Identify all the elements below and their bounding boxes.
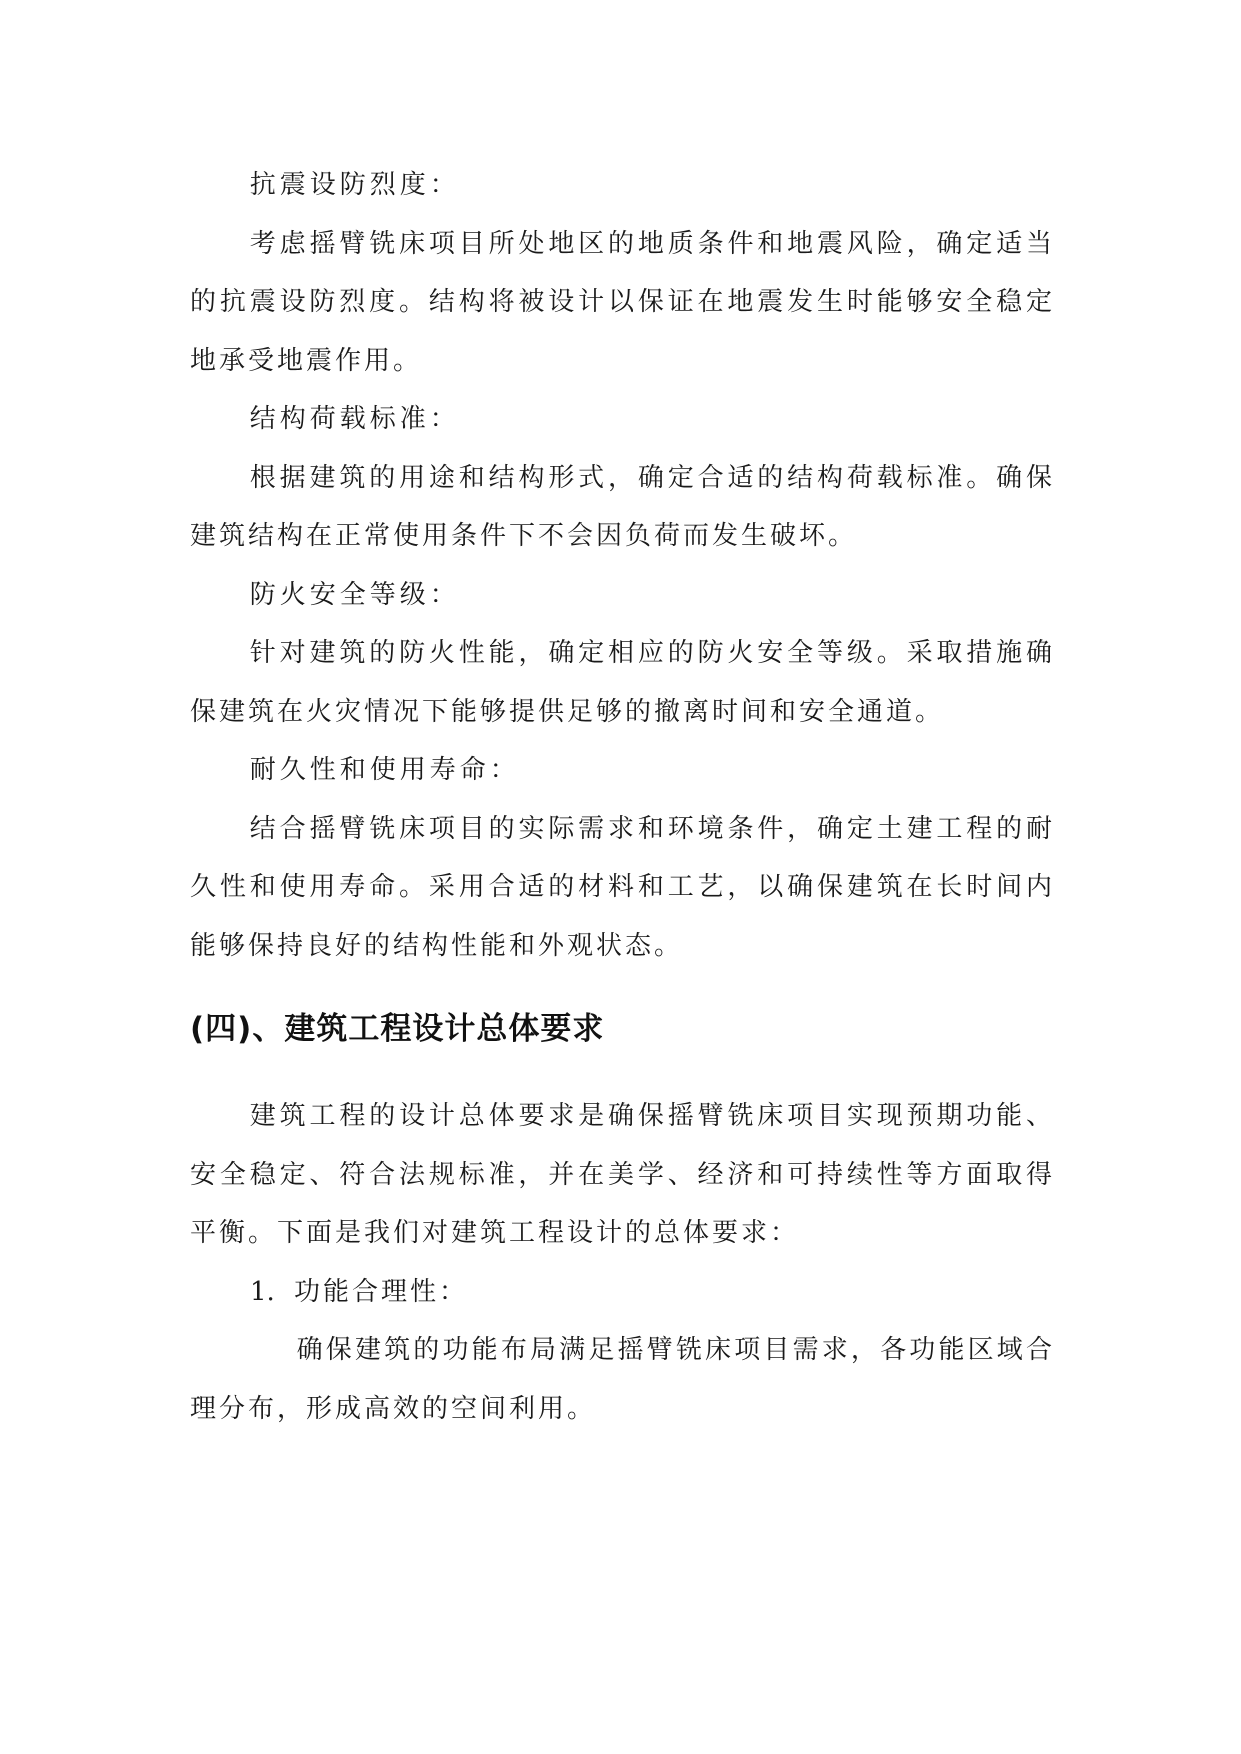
- page-content: [190, 156, 1055, 1438]
- load-label: 结构荷载标准：: [249, 404, 460, 434]
- durability-label: 耐久性和使用寿命：: [249, 755, 520, 785]
- durability-paragraph: 结合摇臂铣床项目的实际需求和环境条件，确定土建工程的耐久性和使用寿命。采用合适的材料和工艺，以确保建筑在长时间内能够保持良好的结构性能和外观状态。: [190, 813, 1055, 961]
- list-item-label: [190, 1263, 1055, 1322]
- fire-label: 防火安全等级：: [249, 579, 460, 610]
- load-paragraph: 根据建筑的用途和结构形式，确定合适的结构荷载标准。确保建筑结构在正常使用条件下不会因负荷而发生破坏。: [190, 462, 1055, 551]
- list-item-number: 1.: [250, 1276, 275, 1307]
- intro-paragraph: 建筑工程的设计总体要求是确保摇臂铣床项目实现预期功能、安全稳定、符合法规标准，并在美学、经济和可持续性等方面取得平衡。下面是我们对建筑工程设计的总体要求：: [190, 1101, 1055, 1248]
- fire-paragraph: 针对建筑的防火性能，确定相应的防火安全等级。采取措施确保建筑在火灾情况下能够提供足够的撤离时间和安全通道。: [190, 638, 1055, 727]
- list-item-paragraph: 确保建筑的功能布局满足摇臂铣床项目需求，各功能区域合理分布，形成高效的空间利用。: [190, 1335, 1055, 1424]
- seismic-label: 抗震设防烈度：: [249, 170, 460, 200]
- section-heading: (四)、建筑工程设计总体要求: [190, 1011, 605, 1047]
- list-item-title: 功能合理性：: [294, 1276, 469, 1307]
- seismic-paragraph: 考虑摇臂铣床项目所处地区的地质条件和地震风险，确定适当的抗震设防烈度。结构将被设计以保证在地震发生时能够安全稳定地承受地震作用。: [190, 228, 1055, 376]
